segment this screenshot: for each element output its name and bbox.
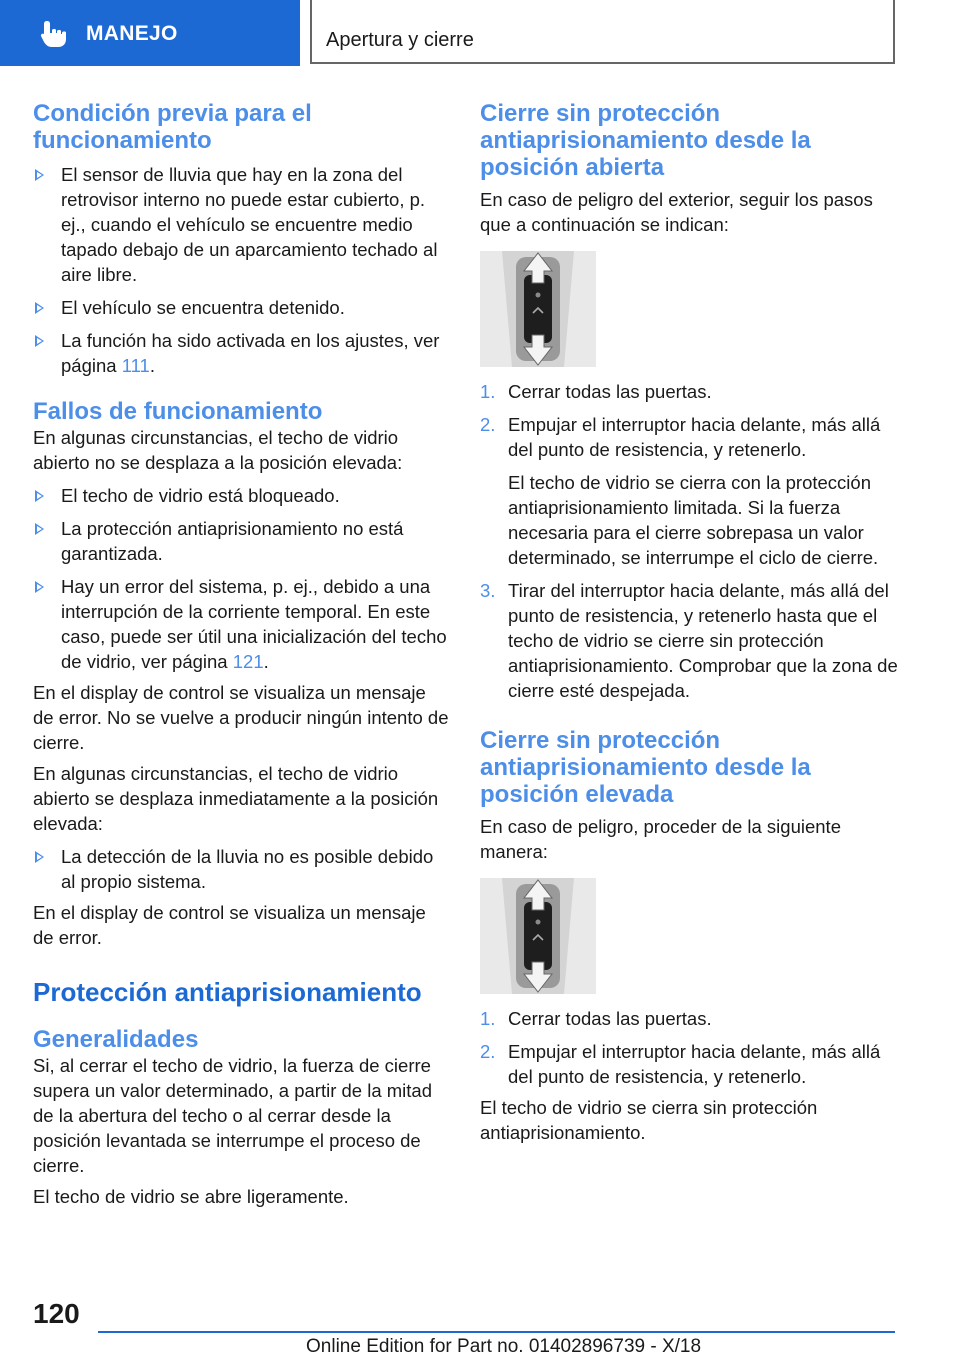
page-link[interactable]: 111 [121,355,150,376]
chapter-tab[interactable] [0,0,300,66]
page-link[interactable]: 121 [232,651,264,672]
list-item: El vehículo se encuentra detenido. [33,295,451,320]
heading-proteccion: Protección antiaprisionamiento [33,977,422,1007]
heading-condicion: Condición previa para el funcionamiento [33,100,312,154]
roof-switch-icon [480,878,596,994]
list-item: La detección de la lluvia no es posible debido al propio sistema. [33,844,451,894]
generalidades-text-2: El techo de vidrio se abre ligeramente. [33,1186,349,1207]
condicion-list [33,162,451,378]
section-tab [310,0,895,64]
hand-pointer-icon [38,18,70,50]
triangle-bullet-icon [35,851,44,863]
list-item: Hay un error del sistema, p. ej., debido a una interrupción de la corriente temporal. En este caso, puede ser útil una inicialización del techo de vidrio, ver página 121. [33,574,451,674]
elevada-intro: En caso de peligro, proceder de la siguiente manera: [480,816,841,862]
page-number: 120 [33,1298,80,1329]
triangle-bullet-icon [35,335,44,347]
list-item: La función ha sido activada en los ajustes, ver página 111. [33,328,451,378]
switch-illustration [480,878,596,994]
elevada-outro: El techo de vidrio se cierra sin protección antiaprisionamiento. [480,1097,818,1143]
fallos-intro-2: En algunas circunstancias, el techo de vidrio abierto se desplaza inmediatamente a la posición elevada: [33,763,439,834]
fallos-list-2 [33,844,451,894]
triangle-bullet-icon [35,490,44,502]
switch-illustration [480,251,596,367]
right-column [480,100,898,1145]
list-item: 1. Cerrar todas las puertas. [480,1008,712,1029]
triangle-bullet-icon [35,523,44,535]
abierta-intro: En caso de peligro del exterior, seguir los pasos que a continuación se indican: [480,189,873,235]
list-item: El techo de vidrio está bloqueado. [33,483,451,508]
heading-fallos: Fallos de funcionamiento [33,398,323,425]
heading-generalidades: Generalidades [33,1026,199,1053]
fallos-list [33,483,451,674]
elevada-steps [480,1006,898,1089]
list-item: La protección antiaprisionamiento no está garantizada. [33,516,451,566]
list-item: 1. Cerrar todas las puertas. [480,381,712,402]
footer-divider [98,1331,895,1333]
triangle-bullet-icon [35,581,44,593]
roof-switch-icon [480,251,596,367]
footer-edition: Online Edition for Part no. 01402896739 - X/18 [306,1336,702,1357]
heading-cierre-elevada: Cierre sin protección antiaprisionamiento desde la posición elevada [480,727,811,808]
section-label: Apertura y cierre [326,29,474,51]
list-item: 3. Tirar del interruptor hacia delante, más allá del punto de resistencia, y retenerlo hasta que el techo de vidrio se cierre sin protección antiaprisionamiento. Comprobar que la zona de cierre esté despejada. [480,580,898,701]
fallos-intro: En algunas circunstancias, el techo de vidrio abierto no se desplaza a la posición elevada: [33,427,403,473]
heading-cierre-abierta: Cierre sin protección antiaprisionamiento desde la posición abierta [480,100,811,181]
fallos-message: En el display de control se visualiza un mensaje de error. No se vuelve a producir ningún intento de cierre. [33,682,449,753]
list-item: El sensor de lluvia que hay en la zona del retrovisor interno no puede estar cubierto, p. ej., cuando el vehículo se encuentre medio tapado debajo de un aparcamiento techado al aire libre. [33,162,451,287]
list-item: 2. Empujar el interruptor hacia delante, más allá del punto de resistencia, y retenerlo. [480,1041,881,1087]
abierta-steps [480,379,898,703]
left-column [33,100,451,1209]
fallos-message-2: En el display de control se visualiza un mensaje de error. [33,902,426,948]
triangle-bullet-icon [35,169,44,181]
list-item: 2. Empujar el interruptor hacia delante, más allá del punto de resistencia, y retenerlo. El techo de vidrio se cierra con la protección antiaprisionamiento limitada. Si la fuerza necesaria para el cierre sobrepasa un valor determinado, se interrumpe el ciclo de cierre. [480,414,881,568]
chapter-label: MANEJO [86,22,178,45]
generalidades-text: Si, al cerrar el techo de vidrio, la fuerza de cierre supera un valor determinado, a partir de la mitad de la abertura del techo o al cerrar desde la posición levantada se interrumpe el proceso de cierre. [33,1055,432,1176]
triangle-bullet-icon [35,302,44,314]
